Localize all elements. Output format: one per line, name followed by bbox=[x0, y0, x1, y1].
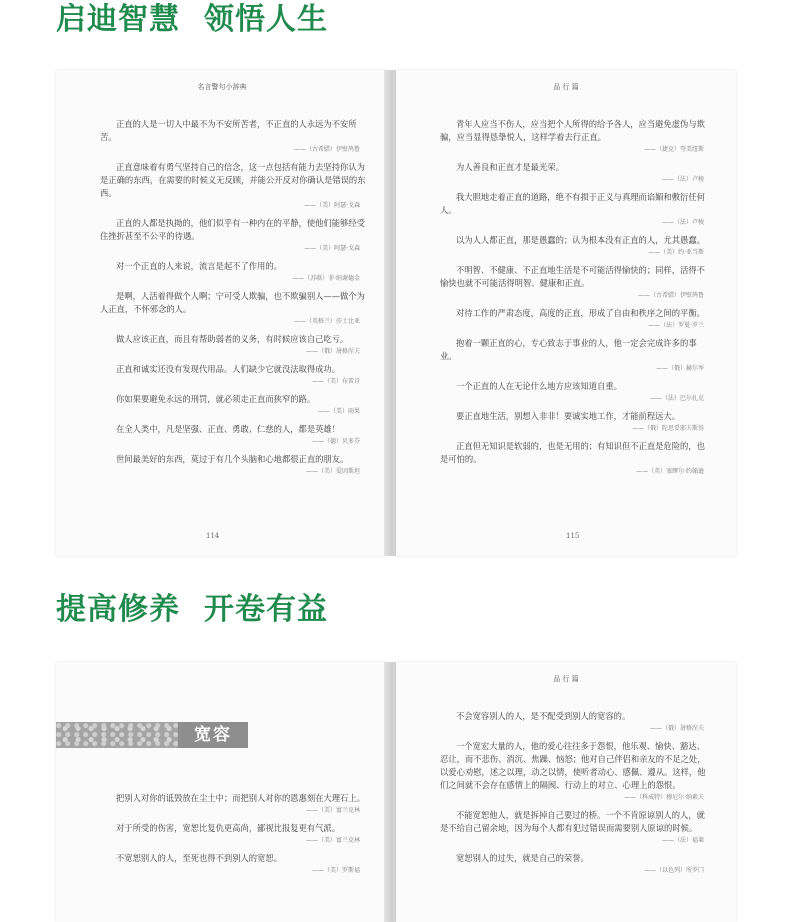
quote-text: 你如果要避免永远的刑罚，就必须走正直而狭窄的路。 bbox=[116, 394, 316, 404]
running-head-right-2: 品 行 篇 bbox=[553, 675, 579, 683]
page-115 bbox=[396, 70, 736, 556]
banner-middle bbox=[56, 584, 328, 628]
chapter-title: 宽容 bbox=[178, 722, 248, 748]
page-chapter-open bbox=[56, 662, 388, 922]
quote-text: 不明智、不健康、不正直地生活是不可能活得愉快的；同样，活得不愉快也就不可能活得明智、健康和正直。 bbox=[440, 265, 705, 288]
quote-author: ——（俄）陀思妥耶夫斯基 bbox=[631, 425, 704, 432]
folio-114: 114 bbox=[206, 532, 220, 540]
quote-author: ——（捷克）夸美纽斯 bbox=[643, 146, 704, 153]
quote-author: ——（美）罗斯福 bbox=[311, 867, 360, 874]
quote-text: 把别人对你的诋毁放在尘土中；而把别人对你的恩惠刻在大理石上。 bbox=[116, 793, 365, 803]
quote-text: 宽恕别人的过失，就是自己的荣誉。 bbox=[456, 853, 589, 863]
banner-top bbox=[56, 0, 328, 38]
quote-list-right bbox=[440, 118, 712, 483]
quote-text: 正直但无知识是软弱的，也是无用的；有知识但不正直是危险的，也是可怕的。 bbox=[440, 441, 705, 464]
quote-text: 对待工作的严肃态度，高度的正直，形成了自由和秩序之间的平衡。 bbox=[456, 308, 705, 318]
quote-author: ——（美）阿瑟·戈森 bbox=[304, 245, 360, 252]
quote-author: ——（以色列）所罗门 bbox=[643, 867, 704, 874]
quote-text: 要正直地生活，别想入非非！要诚实地工作，才能前程远大。 bbox=[456, 411, 681, 421]
quote-author: ——（俄）屠格涅夫 bbox=[649, 725, 704, 732]
quote-author: ——（古希腊）伊壁鸠鲁 bbox=[637, 292, 704, 299]
quote-author: ——（美）布雷肯 bbox=[311, 378, 360, 385]
quote-list-chapter bbox=[100, 792, 368, 882]
quote-author: ——（俄）屠格涅夫 bbox=[305, 348, 360, 355]
quote-list-right-2 bbox=[440, 710, 712, 882]
quote-text: 我大胆地走着正直的道路，绝不有损于正义与真理而谄媚和敷衍任何人。 bbox=[440, 192, 705, 215]
banner-middle-part2: 开卷有益 bbox=[204, 592, 328, 627]
running-head-left: 名言警句小辞典 bbox=[197, 83, 247, 91]
quote-author: ——（美）富兰克林 bbox=[305, 807, 360, 814]
quote-text: 抱着一颗正直的心，专心致志于事业的人，他一定会完成许多的事业。 bbox=[440, 338, 697, 361]
quote-author: ——（古希腊）伊壁鸠鲁 bbox=[293, 146, 360, 153]
quote-text: 一个正直的人在无论什么地方应该知道自重。 bbox=[456, 381, 622, 391]
quote-text: 正直的人是一切人中最不为不安所苦者，不正直的人永远为不安所苦。 bbox=[100, 119, 357, 142]
quote-text: 是啊，人活着得做个人啊；宁可受人欺骗，也不欺骗别人——做个为人正直，不怀邪念的人。 bbox=[100, 291, 365, 314]
quote-author: ——（法）罗曼·罗兰 bbox=[648, 322, 704, 329]
quote-text: 以为人人都正直，那是愚蠢的；认为根本没有正直的人，尤其愚蠢。 bbox=[456, 235, 705, 245]
banner-middle-part1: 提高修养 bbox=[56, 592, 180, 627]
quote-author: ——（法）卢梭 bbox=[661, 219, 704, 226]
quote-text: 正直和诚实还没有发现代用品。人们缺少它就没法取得成功。 bbox=[116, 364, 341, 374]
quote-author: ——（俄）赫尔岑 bbox=[655, 365, 704, 372]
banner-top-part1: 启迪智慧 bbox=[56, 2, 180, 37]
quote-author: ——（德）贝多芬 bbox=[311, 438, 360, 445]
quote-text: 世间最美好的东西，莫过于有几个头脑和心地都很正直的朋友。 bbox=[116, 454, 349, 464]
quote-author: ——（英）塞缪尔·约翰逊 bbox=[636, 468, 704, 475]
folio-115: 115 bbox=[566, 532, 580, 540]
quote-author: ——（苏联）菲·纳谢德金 bbox=[292, 275, 360, 282]
quote-author: ——（英格兰）莎士比亚 bbox=[293, 318, 360, 325]
quote-text: 不能宽恕他人，就是拆掉自己要过的桥。一个不肯原谅别人的人，就是不给自己留余地，因为每个人都有犯过错误而需要别人原谅的时候。 bbox=[440, 810, 705, 833]
quote-text: 青年人应当不伤人，应当把个人所得的给予各人，应当避免虚伪与欺骗，应当显得恳挚悦人，这样学着去行正直。 bbox=[440, 119, 705, 142]
quote-text: 正直的人都是执拗的，他们似乎有一种内在的平静，使他们能够经受住挫折甚至不公平的待遇。 bbox=[100, 218, 365, 241]
quote-text: 正直意味着有勇气坚持自己的信念，这一点包括有能力去坚持你认为是正确的东西，在需要的时候义无反顾，并能公开反对你确认是错误的东西。 bbox=[100, 162, 366, 198]
page-chapter-right bbox=[396, 662, 736, 922]
quote-author: ——（美）富兰克林 bbox=[305, 837, 360, 844]
quote-text: 做人应该正直，而且有帮助弱者的义务，有时候应该自己吃亏。 bbox=[116, 334, 349, 344]
book-spread-2 bbox=[56, 662, 736, 922]
quote-list-left bbox=[100, 118, 368, 483]
quote-text: 不宽恕别人的人，至死也得不到别人的宽恕。 bbox=[116, 853, 282, 863]
quote-author: ——（美）阿瑟·戈森 bbox=[304, 202, 360, 209]
book-spread-1 bbox=[56, 70, 736, 556]
quote-author: ——（美）约·亚当斯 bbox=[648, 249, 704, 256]
quote-author: ——（美）爱因斯坦 bbox=[305, 468, 360, 475]
quote-text: 一个宽宏大量的人，他的爱心往往多于怨恨，他乐观、愉快、豁达、忍让，而不悲伤、消沉、焦躁、恼怒；他对自己伴侣和亲友的不足之处，以爱心劝慰，述之以理，动之以情，使听者动心、感佩、遵从。这样，他们之间就不会存在感情上的隔阂、行动上的对立、心理上的怨恨。 bbox=[440, 741, 706, 790]
quote-text: 在全人类中，凡是坚强、正直、勇敢、仁慈的人，都是英雄！ bbox=[116, 424, 341, 434]
quote-text: 对一个正直的人来说，流言是起不了作用的。 bbox=[116, 261, 282, 271]
quote-author: ——（科威特）穆尼尔·纳素夫 bbox=[624, 794, 704, 801]
banner-top-part2: 领悟人生 bbox=[204, 2, 328, 37]
running-head-right: 品 行 篇 bbox=[553, 83, 579, 91]
quote-author: ——（美）雨果 bbox=[317, 408, 360, 415]
quote-text: 为人善良和正直才是最光荣。 bbox=[456, 162, 564, 172]
quote-author: ——（法）巴尔扎克 bbox=[649, 395, 704, 402]
quote-text: 对于所受的伤害，宽恕比复仇更高尚，鄙视比报复更有气派。 bbox=[116, 823, 341, 833]
quote-author: ——（法）卢梭 bbox=[661, 176, 704, 183]
page-114 bbox=[56, 70, 388, 556]
quote-author: ——（法）福莱 bbox=[661, 837, 704, 844]
quote-text: 不会宽容别人的人，是不配受到别人的宽容的。 bbox=[456, 711, 631, 721]
